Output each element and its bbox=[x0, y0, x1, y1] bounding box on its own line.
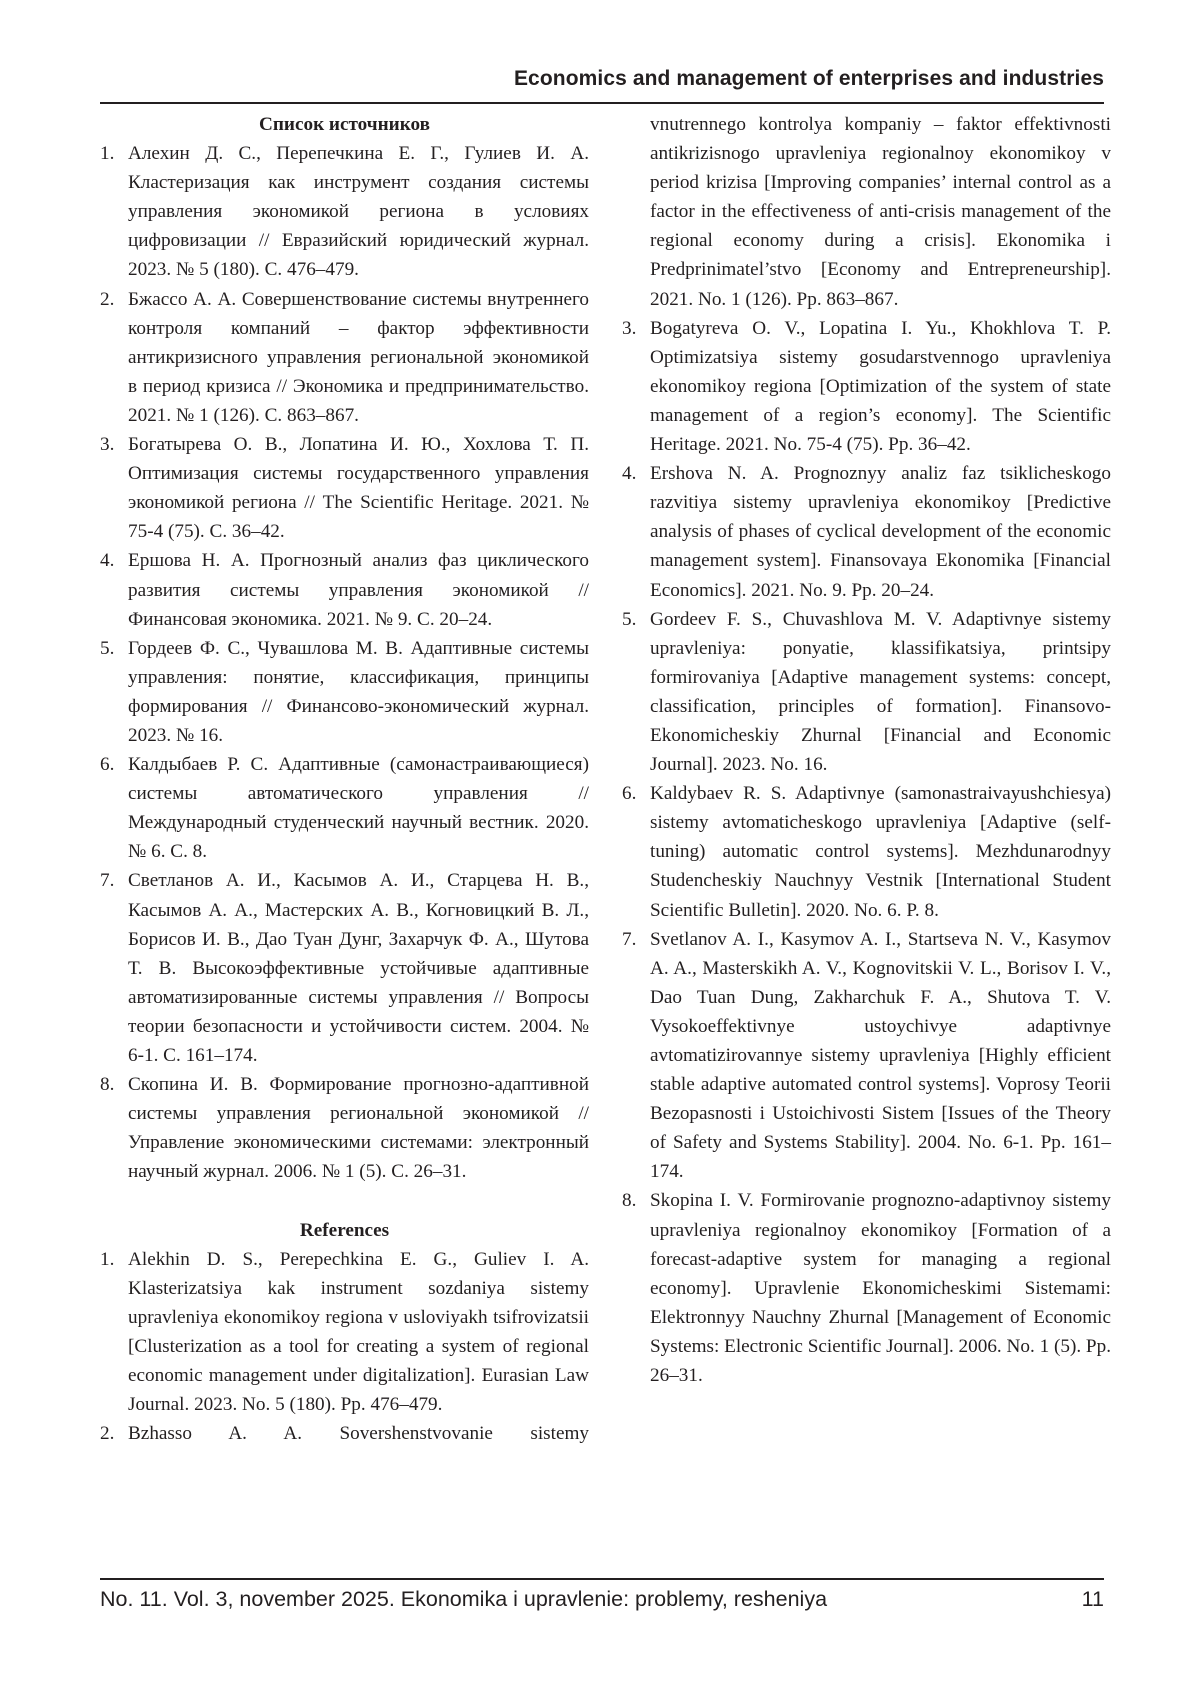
reference-continuation: vnutrennego kontrolya kompaniy – faktor effektivnosti antikrizisnogo upravleniya regionalnoy ekonomikoy v period krizisa [Improving companies’ internal control as a factor in the effectiveness of anti-crisis management of the regional economy during a crisis]. Ekonomika i Predprinimatel’stvo [Economy and Entrepreneurship]. 2021. No. 1 (126). Pp. 863–867. bbox=[650, 114, 1111, 310]
page-number: 11 bbox=[1081, 1587, 1104, 1611]
list-item: 2. Bzhasso A. A. Sovershenstvovanie sistemy bbox=[100, 1423, 589, 1445]
list-item: 8. Скопина И. В. Формирование прогнозно-адаптивной системы управления региональной экономикой // Управление экономическими системами: электронный научный журнал. 2006. № 1 (5). С. 26–31. bbox=[100, 1074, 589, 1183]
right-column bbox=[622, 110, 1111, 1390]
journal-info: No. 11. Vol. 3, november 2025. Ekonomika i upravlenie: problemy, resheniya bbox=[100, 1587, 828, 1611]
list-item: 6. Калдыбаев Р. С. Адаптивные (самонастраивающиеся) системы автоматического управления // Международный студенческий научный вестник. 2020. № 6. С. 8. bbox=[100, 754, 589, 863]
list-item: 6. Kaldybaev R. S. Adaptivnye (samonastraivayushchiesya) sistemy avtomaticheskogo upravleniya [Adaptive (self-tuning) automatic control systems]. Mezhdunarodnyy Studencheskiy Nauchnyy Vestnik [International Student Scientific Bulletin]. 2020. No. 6. P. 8. bbox=[622, 783, 1111, 921]
list-item: 3. Bogatyreva O. V., Lopatina I. Yu., Khokhlova T. P. Optimizatsiya sistemy gosudarstvennogo upravleniya ekonomikoy regiona [Optimization of the system of state management of a region’s economy]. The Scientific Heritage. 2021. No. 75-4 (75). Pp. 36–42. bbox=[622, 317, 1111, 456]
list-item: 3. Богатырева О. В., Лопатина И. Ю., Хохлова Т. П. Оптимизация системы государственного управления экономикой региона // The Scientific Heritage. 2021. № 75-4 (75). С. 36–42. bbox=[100, 434, 589, 543]
list-item: 1. Алехин Д. С., Перепечкина Е. Г., Гулиев И. А. Кластеризация как инструмент создания системы управления экономикой региона в условиях цифровизации // Евразийский юридический журнал. 2023. № 5 (180). С. 476–479. bbox=[100, 143, 589, 281]
sources-title: Список источников bbox=[259, 114, 430, 135]
sources-list bbox=[100, 139, 589, 1186]
section-spacer bbox=[100, 1186, 589, 1215]
list-item: 1. Alekhin D. S., Perepechkina E. G., Guliev I. A. Klasterizatsiya kak instrument sozdaniya sistemy upravleniya ekonomikoy regiona v usloviyakh tsifrovizatsii [Clusterization as a tool for creating a system of regional economic management under digitalization]. Eurasian Law Journal. 2023. No. 5 (180). Pp. 476–479. bbox=[100, 1248, 589, 1416]
page-footer bbox=[100, 1584, 1104, 1614]
list-item: 2. Бжассо А. А. Совершенствование системы внутреннего контроля компаний – фактор эффективности антикризисного управления региональной экономикой в период кризиса // Экономика и предпринимательство. 2021. № 1 (126). С. 863–867. bbox=[100, 288, 589, 426]
left-column bbox=[100, 110, 589, 1448]
list-item: 7. Svetlanov A. I., Kasymov A. I., Startseva N. V., Kasymov A. A., Masterskikh A. V., Kognovitskii V. L., Borisov I. V., Dao Tuan Dung, Zakharchuk F. A., Shutova T. V. Vysokoeffektivnye ustoychivye adaptivnye avtomatizirovannye sistemy upravleniya [Highly efficient stable adaptive automated control systems]. Voprosy Teorii Bezopasnosti i Ustoichivosti Sistem [Issues of the Theory of Safety and Systems Stability]. 2004. No. 6-1. Pp. 161–174. bbox=[622, 928, 1111, 1183]
references-list bbox=[100, 1245, 589, 1449]
list-item: 4. Ершова Н. А. Прогнозный анализ фаз циклического развития системы управления экономикой // Финансовая экономика. 2021. № 9. С. 20–24. bbox=[100, 550, 589, 630]
references-title: References bbox=[299, 1219, 390, 1241]
references-list-continued bbox=[622, 314, 1111, 1390]
list-item: 4. Ershova N. A. Prognoznyy analiz faz tsiklicheskogo razvitiya sistemy upravleniya ekonomikoy [Predictive analysis of phases of cyclical development of the economic management system]. Finansovaya Ekonomika [Financial Economics]. 2021. No. 9. Pp. 20–24. bbox=[622, 463, 1111, 601]
list-item: 5. Гордеев Ф. С., Чувашлова М. В. Адаптивные системы управления: понятие, классификация, принципы формирования // Финансово-экономический журнал. 2023. № 16. bbox=[100, 637, 589, 746]
running-title: Economics and management of enterprises and industries bbox=[513, 67, 1104, 90]
list-item: 5. Gordeev F. S., Chuvashlova M. V. Adaptivnye sistemy upravleniya: ponyatie, klassifikatsiya, printsipy formirovaniya [Adaptive management systems: concept, classification, principles of formation]. Finansovo-Ekonomicheskiy Zhurnal [Financial and Economic Journal]. 2023. No. 16. bbox=[622, 608, 1111, 776]
header-rule bbox=[100, 102, 1104, 104]
footer-rule bbox=[100, 1578, 1104, 1580]
list-item: 8. Skopina I. V. Formirovanie prognozno-adaptivnoy sistemy upravleniya regionalnoy ekonomikoy [Formation of a forecast-adaptive system for managing a regional economy]. Upravlenie Ekonomicheskimi Sistemami: Elektronnyy Nauchny Zhurnal [Management of Economic Systems: Electronic Scientific Journal]. 2006. No. 1 (5). Pp. 26–31. bbox=[622, 1190, 1111, 1387]
list-item: 7. Светланов А. И., Касымов А. И., Старцева Н. В., Касымов А. А., Мастерских А. В., Когновицкий В. Л., Борисов И. В., Дао Туан Дунг, Захарчук Ф. А., Шутова Т. В. Высокоэффективные устойчивые адаптивные автоматизированные системы управления // Вопросы теории безопасности и устойчивости систем. 2004. № 6-1. С. 161–174. bbox=[100, 870, 589, 1066]
